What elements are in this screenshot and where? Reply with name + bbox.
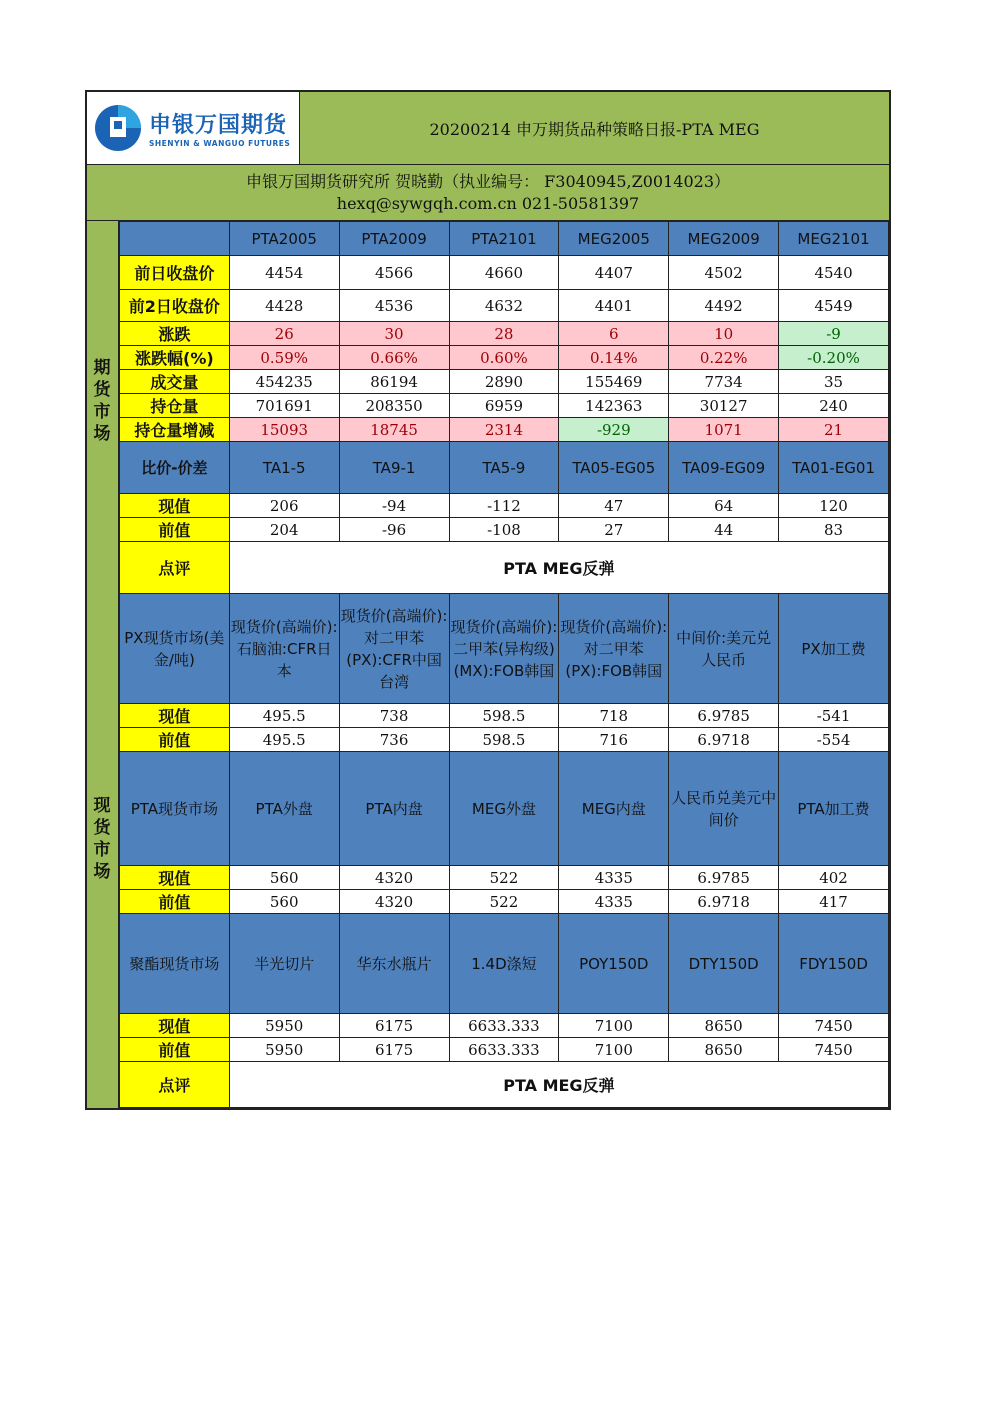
- polyester-header: DTY150D: [669, 914, 779, 1014]
- corner-cell: [119, 222, 229, 256]
- contact-line: hexq@sywgqh.com.cn 021-50581397: [336, 194, 640, 213]
- futures-value: 0.60%: [449, 346, 559, 370]
- px-value: -554: [779, 728, 889, 752]
- futures-value: 30127: [669, 394, 779, 418]
- row-label: 前值: [119, 518, 229, 542]
- futures-value: 6959: [449, 394, 559, 418]
- spread-value: 120: [779, 494, 889, 518]
- pta-spot-value: 4335: [559, 866, 669, 890]
- spread-header: TA1-5: [229, 442, 339, 494]
- pta-spot-value: 6.9785: [669, 866, 779, 890]
- polyester-header: FDY150D: [779, 914, 889, 1014]
- futures-value: 4502: [669, 256, 779, 290]
- polyester-header: POY150D: [559, 914, 669, 1014]
- row-label: 前2日收盘价: [119, 290, 229, 322]
- polyester-value: 5950: [229, 1038, 339, 1062]
- futures-value: 0.66%: [339, 346, 449, 370]
- row-label: 现值: [119, 1014, 229, 1038]
- polyester-value: 7100: [559, 1038, 669, 1062]
- polyester-value: 6175: [339, 1014, 449, 1038]
- report-title: 20200214 申万期货品种策略日报-PTA MEG: [299, 92, 889, 164]
- comment-label: 点评: [119, 1062, 229, 1108]
- author-line: 申银万国期货研究所 贺晓勤（执业编号： F3040945,Z0014023）: [246, 172, 730, 191]
- futures-value: -929: [559, 418, 669, 442]
- pta-spot-value: 417: [779, 890, 889, 914]
- row-label: 现值: [119, 866, 229, 890]
- futures-value: 701691: [229, 394, 339, 418]
- row-label: 涨跌: [119, 322, 229, 346]
- futures-value: 240: [779, 394, 889, 418]
- px-value: 716: [559, 728, 669, 752]
- futures-value: 35: [779, 370, 889, 394]
- futures-value: 10: [669, 322, 779, 346]
- px-value: 495.5: [229, 704, 339, 728]
- futures-value: 4632: [449, 290, 559, 322]
- px-value: -541: [779, 704, 889, 728]
- company-logo: [87, 92, 299, 164]
- px-value: 718: [559, 704, 669, 728]
- polyester-value: 6633.333: [449, 1038, 559, 1062]
- px-value: 598.5: [449, 728, 559, 752]
- spread-value: 44: [669, 518, 779, 542]
- polyester-value: 8650: [669, 1038, 779, 1062]
- futures-market-label: 期 货 市 场: [93, 358, 111, 444]
- author-info: [87, 165, 889, 221]
- row-label: 成交量: [119, 370, 229, 394]
- contract-header: MEG2101: [779, 222, 889, 256]
- futures-value: 4536: [339, 290, 449, 322]
- futures-value: 4407: [559, 256, 669, 290]
- spread-value: -108: [449, 518, 559, 542]
- px-value: 6.9718: [669, 728, 779, 752]
- futures-value: 0.59%: [229, 346, 339, 370]
- spot-comment: PTA MEG反弹: [229, 1062, 888, 1108]
- futures-value: 454235: [229, 370, 339, 394]
- futures-value: 4540: [779, 256, 889, 290]
- spread-header: TA5-9: [449, 442, 559, 494]
- row-label: 前日收盘价: [119, 256, 229, 290]
- futures-value: 15093: [229, 418, 339, 442]
- row-label: 前值: [119, 728, 229, 752]
- px-header: 现货价(高端价):对二甲苯(PX):CFR中国台湾: [339, 594, 449, 704]
- spread-header: TA05-EG05: [559, 442, 669, 494]
- spread-value: 83: [779, 518, 889, 542]
- pta-spot-value: 4335: [559, 890, 669, 914]
- row-label: 前值: [119, 1038, 229, 1062]
- px-header: 中间价:美元兑人民币: [669, 594, 779, 704]
- futures-value: 4566: [339, 256, 449, 290]
- row-label: 前值: [119, 890, 229, 914]
- futures-comment: PTA MEG反弹: [229, 542, 888, 594]
- polyester-value: 7450: [779, 1014, 889, 1038]
- futures-value: -0.20%: [779, 346, 889, 370]
- futures-value: 28: [449, 322, 559, 346]
- px-value: 6.9785: [669, 704, 779, 728]
- futures-value: 7734: [669, 370, 779, 394]
- contract-header: MEG2005: [559, 222, 669, 256]
- futures-value: 2890: [449, 370, 559, 394]
- report-sheet: [85, 90, 891, 1110]
- px-value: 598.5: [449, 704, 559, 728]
- px-header: 现货价(高端价):对二甲苯(PX):FOB韩国: [559, 594, 669, 704]
- row-label: 涨跌幅(%): [119, 346, 229, 370]
- futures-value: 30: [339, 322, 449, 346]
- futures-value: 6: [559, 322, 669, 346]
- pta-spot-header: 人民币兑美元中间价: [669, 752, 779, 866]
- pta-spot-value: 6.9718: [669, 890, 779, 914]
- contract-header: PTA2005: [229, 222, 339, 256]
- spread-value: -112: [449, 494, 559, 518]
- futures-value: 4492: [669, 290, 779, 322]
- futures-value: 0.14%: [559, 346, 669, 370]
- polyester-value: 8650: [669, 1014, 779, 1038]
- pta-spot-value: 522: [449, 866, 559, 890]
- pta-spot-value: 4320: [339, 866, 449, 890]
- pta-spot-value: 4320: [339, 890, 449, 914]
- title-row: [87, 92, 889, 165]
- px-header: 现货价(高端价):石脑油:CFR日本: [229, 594, 339, 704]
- data-table: [119, 221, 889, 1108]
- futures-value: 208350: [339, 394, 449, 418]
- polyester-value: 7100: [559, 1014, 669, 1038]
- futures-value: 86194: [339, 370, 449, 394]
- spread-value: 206: [229, 494, 339, 518]
- pta-spot-header: PTA加工费: [779, 752, 889, 866]
- row-label: 持仓量: [119, 394, 229, 418]
- pta-spot-value: 560: [229, 890, 339, 914]
- polyester-header: 半光切片: [229, 914, 339, 1014]
- spot-market-label: 现 货 市 场: [93, 796, 111, 882]
- futures-value: 155469: [559, 370, 669, 394]
- pta-spot-header: MEG外盘: [449, 752, 559, 866]
- futures-value: 2314: [449, 418, 559, 442]
- pta-spot-value: 522: [449, 890, 559, 914]
- futures-value: 0.22%: [669, 346, 779, 370]
- futures-value: 4401: [559, 290, 669, 322]
- row-label: 持仓量增减: [119, 418, 229, 442]
- pta-spot-value: 402: [779, 866, 889, 890]
- section-label: PX现货市场(美金/吨): [119, 594, 229, 704]
- px-value: 738: [339, 704, 449, 728]
- spread-header: TA09-EG09: [669, 442, 779, 494]
- polyester-value: 6633.333: [449, 1014, 559, 1038]
- contract-header: PTA2009: [339, 222, 449, 256]
- futures-value: -9: [779, 322, 889, 346]
- px-header: 现货价(高端价):二甲苯(异构级)(MX):FOB韩国: [449, 594, 559, 704]
- side-column: [87, 221, 119, 1108]
- logo-mark-icon: [93, 103, 143, 153]
- spread-value: -94: [339, 494, 449, 518]
- pta-spot-header: PTA外盘: [229, 752, 339, 866]
- spread-value: 27: [559, 518, 669, 542]
- spread-label: 比价-价差: [119, 442, 229, 494]
- spread-value: -96: [339, 518, 449, 542]
- futures-value: 4549: [779, 290, 889, 322]
- spread-header: TA01-EG01: [779, 442, 889, 494]
- row-label: 现值: [119, 704, 229, 728]
- spread-value: 64: [669, 494, 779, 518]
- row-label: 现值: [119, 494, 229, 518]
- polyester-value: 7450: [779, 1038, 889, 1062]
- futures-value: 142363: [559, 394, 669, 418]
- polyester-header: 1.4D涤短: [449, 914, 559, 1014]
- pta-spot-value: 560: [229, 866, 339, 890]
- polyester-value: 6175: [339, 1038, 449, 1062]
- polyester-value: 5950: [229, 1014, 339, 1038]
- px-value: 495.5: [229, 728, 339, 752]
- contract-header: MEG2009: [669, 222, 779, 256]
- logo-name-en: SHENYIN & WANGUO FUTURES: [149, 139, 291, 148]
- logo-name-cn: 申银万国期货: [149, 113, 288, 138]
- spread-value: 47: [559, 494, 669, 518]
- pta-spot-header: PTA内盘: [339, 752, 449, 866]
- comment-label: 点评: [119, 542, 229, 594]
- pta-spot-header: MEG内盘: [559, 752, 669, 866]
- section-label: 聚酯现货市场: [119, 914, 229, 1014]
- futures-value: 18745: [339, 418, 449, 442]
- futures-value: 26: [229, 322, 339, 346]
- spread-header: TA9-1: [339, 442, 449, 494]
- futures-value: 4428: [229, 290, 339, 322]
- section-label: PTA现货市场: [119, 752, 229, 866]
- futures-value: 1071: [669, 418, 779, 442]
- px-value: 736: [339, 728, 449, 752]
- futures-value: 21: [779, 418, 889, 442]
- spread-value: 204: [229, 518, 339, 542]
- contract-header: PTA2101: [449, 222, 559, 256]
- polyester-header: 华东水瓶片: [339, 914, 449, 1014]
- futures-value: 4454: [229, 256, 339, 290]
- futures-value: 4660: [449, 256, 559, 290]
- px-header: PX加工费: [779, 594, 889, 704]
